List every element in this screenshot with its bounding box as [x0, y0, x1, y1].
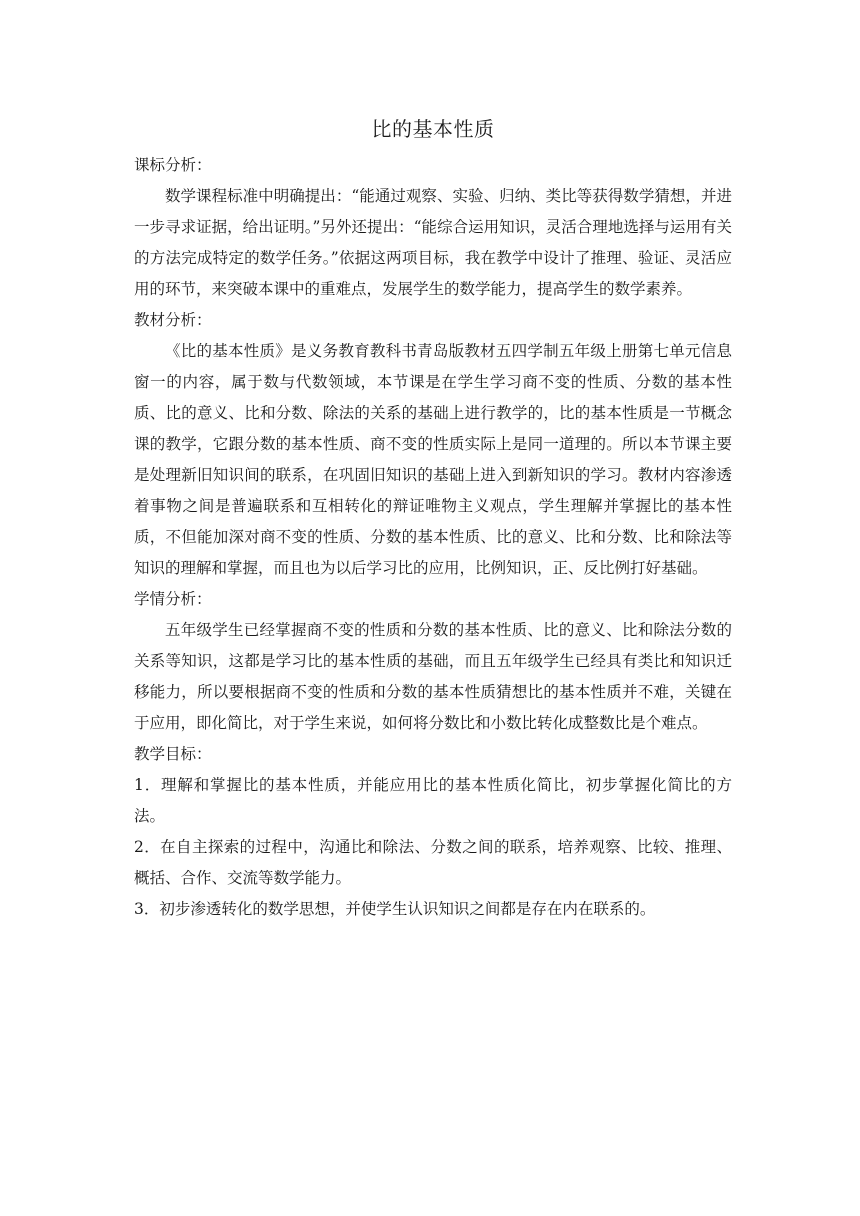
section-paragraph-textbook: 《比的基本性质》是义务教育教科书青岛版教材五四学制五年级上册第七单元信息窗一的内容，属于数与代数领域，本节课是在学生学习商不变的性质、分数的基本性质、比的意义、比和分数、除法的关系的基础上进行教学的，比的基本性质是一节概念课的教学，它跟分数的基本性质、商不变的性质实际上是同一道理的。所以本节课主要是处理新旧知识间的联系，在巩固旧知识的基础上进入到新知识的学习。教材内容渗透着事物之间是普遍联系和互相转化的辩证唯物主义观点，学生理解并掌握比的基本性质，不但能加深对商不变的性质、分数的基本性质、比的意义、比和分数、比和除法等知识的理解和掌握，而且也为以后学习比的应用，比例知识，正、反比例打好基础。	[134, 342, 732, 577]
goal-item-2: 2．在自主探索的过程中，沟通比和除法、分数之间的联系，培养观察、比较、推理、概括、合作、交流等数学能力。	[134, 838, 732, 887]
document-title: 比的基本性质	[371, 117, 495, 141]
goal-item-3: 3．初步渗透转化的数学思想，并使学生认识知识之间都是存在内在联系的。	[134, 900, 656, 918]
section-heading-goals: 教学目标：	[134, 745, 212, 763]
section-heading-curriculum: 课标分析：	[134, 156, 212, 174]
section-paragraph-curriculum: 数学课程标准中明确提出：“能通过观察、实验、归纳、类比等获得数学猜想，并进一步寻求证据，给出证明。”另外还提出：“能综合运用知识，灵活合理地选择与运用有关的方法完成特定的数学任务。”依据这两项目标，我在教学中设计了推理、验证、灵活应用的环节，来突破本课中的重难点，发展学生的数学能力，提高学生的数学素养。	[134, 187, 732, 298]
section-heading-textbook: 教材分析：	[134, 311, 212, 329]
section-heading-students: 学情分析：	[134, 590, 212, 608]
section-paragraph-students: 五年级学生已经掌握商不变的性质和分数的基本性质、比的意义、比和除法分数的关系等知识，这都是学习比的基本性质的基础，而且五年级学生已经具有类比和知识迁移能力，所以要根据商不变的性质和分数的基本性质猜想比的基本性质并不难，关键在于应用，即化简比，对于学生来说，如何将分数比和小数比转化成整数比是个难点。	[134, 621, 732, 732]
goal-item-1: 1．理解和掌握比的基本性质，并能应用比的基本性质化简比，初步掌握化简比的方法。	[134, 776, 732, 825]
document-page	[134, 108, 732, 925]
